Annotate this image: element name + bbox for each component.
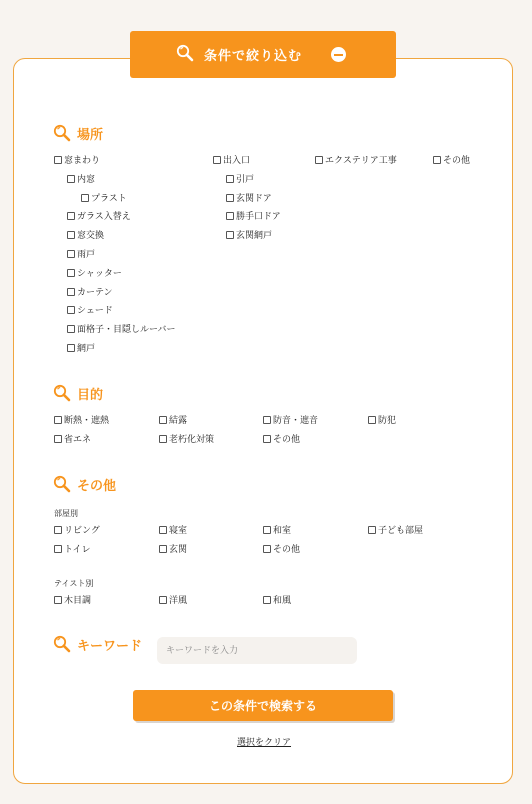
search-button[interactable]: この条件で検索する (133, 690, 393, 721)
checkbox-box[interactable] (67, 231, 75, 239)
checkbox-window[interactable]: 窓まわり (54, 156, 100, 166)
checkbox-front-screen[interactable]: 玄関網戸 (226, 231, 272, 241)
checkbox-toilet[interactable]: トイレ (54, 545, 91, 555)
checkbox-box[interactable] (263, 526, 271, 534)
checkbox-soundproof[interactable]: 防音・遮音 (263, 416, 318, 426)
checkbox-shade[interactable]: シェード (67, 306, 113, 316)
checkbox-box[interactable] (54, 545, 62, 553)
checkbox-box[interactable] (315, 156, 323, 164)
checkbox-amado[interactable]: 雨戸 (67, 250, 95, 260)
checkbox-japanese[interactable]: 和風 (263, 596, 291, 606)
checkbox-curtain[interactable]: カーテン (67, 288, 113, 298)
clear-selection-link[interactable]: 選択をクリア (237, 738, 292, 748)
search-icon (53, 635, 71, 653)
checkbox-box[interactable] (67, 212, 75, 220)
search-icon (53, 475, 71, 493)
checkbox-energy[interactable]: 省エネ (54, 435, 91, 445)
checkbox-sliding-door[interactable]: 引戸 (226, 175, 254, 185)
checkbox-box[interactable] (54, 526, 62, 534)
checkbox-box[interactable] (226, 194, 234, 202)
checkbox-window-replace[interactable]: 窓交換 (67, 231, 104, 241)
search-icon (53, 384, 71, 402)
checkbox-room-other[interactable]: その他 (263, 545, 300, 555)
checkbox-box[interactable] (263, 596, 271, 604)
rooms-subheading: 部屋別 (54, 509, 78, 518)
checkbox-wood[interactable]: 木目調 (54, 596, 91, 606)
checkbox-back-door[interactable]: 勝手口ドア (226, 212, 281, 222)
checkbox-box[interactable] (159, 596, 167, 604)
checkbox-exterior[interactable]: エクステリア工事 (315, 156, 397, 166)
checkbox-screen-door[interactable]: 網戸 (67, 344, 95, 354)
checkbox-glass-replace[interactable]: ガラス入替え (67, 212, 131, 222)
checkbox-box[interactable] (368, 416, 376, 424)
search-icon (53, 124, 71, 142)
filter-header[interactable] (130, 31, 396, 78)
checkbox-purpose-other[interactable]: その他 (263, 435, 300, 445)
checkbox-box[interactable] (67, 175, 75, 183)
checkbox-box[interactable] (226, 231, 234, 239)
checkbox-living[interactable]: リビング (54, 526, 100, 536)
checkbox-box[interactable] (67, 288, 75, 296)
checkbox-box[interactable] (226, 175, 234, 183)
checkbox-box[interactable] (226, 212, 234, 220)
checkbox-box[interactable] (81, 194, 89, 202)
checkbox-western[interactable]: 洋風 (159, 596, 187, 606)
checkbox-kids-room[interactable]: 子ども部屋 (368, 526, 423, 536)
checkbox-inner-window[interactable]: 内窓 (67, 175, 95, 185)
taste-subheading: テイスト別 (54, 579, 94, 588)
checkbox-room-entrance[interactable]: 玄関 (159, 545, 187, 555)
checkbox-insulation[interactable]: 断熱・遮熱 (54, 416, 109, 426)
checkbox-entrance[interactable]: 出入口 (213, 156, 250, 166)
checkbox-condensation[interactable]: 結露 (159, 416, 187, 426)
checkbox-bedroom[interactable]: 寝室 (159, 526, 187, 536)
checkbox-blast[interactable]: プラスト (81, 194, 127, 204)
checkbox-aging[interactable]: 老朽化対策 (159, 435, 214, 445)
checkbox-box[interactable] (213, 156, 221, 164)
checkbox-box[interactable] (54, 435, 62, 443)
checkbox-box[interactable] (368, 526, 376, 534)
checkbox-box[interactable] (263, 435, 271, 443)
checkbox-box[interactable] (54, 156, 62, 164)
checkbox-lattice[interactable]: 面格子・目隠しルーバー (67, 325, 176, 335)
checkbox-box[interactable] (67, 306, 75, 314)
checkbox-box[interactable] (159, 416, 167, 424)
checkbox-box[interactable] (433, 156, 441, 164)
checkbox-box[interactable] (67, 344, 75, 352)
filter-title: 条件で絞り込む (204, 49, 303, 64)
collapse-icon[interactable] (331, 47, 346, 62)
checkbox-box[interactable] (159, 545, 167, 553)
checkbox-location-other[interactable]: その他 (433, 156, 470, 166)
checkbox-security[interactable]: 防犯 (368, 416, 396, 426)
checkbox-box[interactable] (159, 435, 167, 443)
search-icon (176, 44, 194, 62)
checkbox-box[interactable] (54, 416, 62, 424)
checkbox-box[interactable] (263, 545, 271, 553)
checkbox-box[interactable] (54, 596, 62, 604)
checkbox-box[interactable] (159, 526, 167, 534)
checkbox-front-door[interactable]: 玄関ドア (226, 194, 272, 204)
checkbox-box[interactable] (67, 250, 75, 258)
checkbox-box[interactable] (263, 416, 271, 424)
checkbox-japanese-room[interactable]: 和室 (263, 526, 291, 536)
keyword-input[interactable] (157, 637, 357, 664)
checkbox-box[interactable] (67, 269, 75, 277)
checkbox-shutter[interactable]: シャッター (67, 269, 122, 279)
checkbox-box[interactable] (67, 325, 75, 333)
